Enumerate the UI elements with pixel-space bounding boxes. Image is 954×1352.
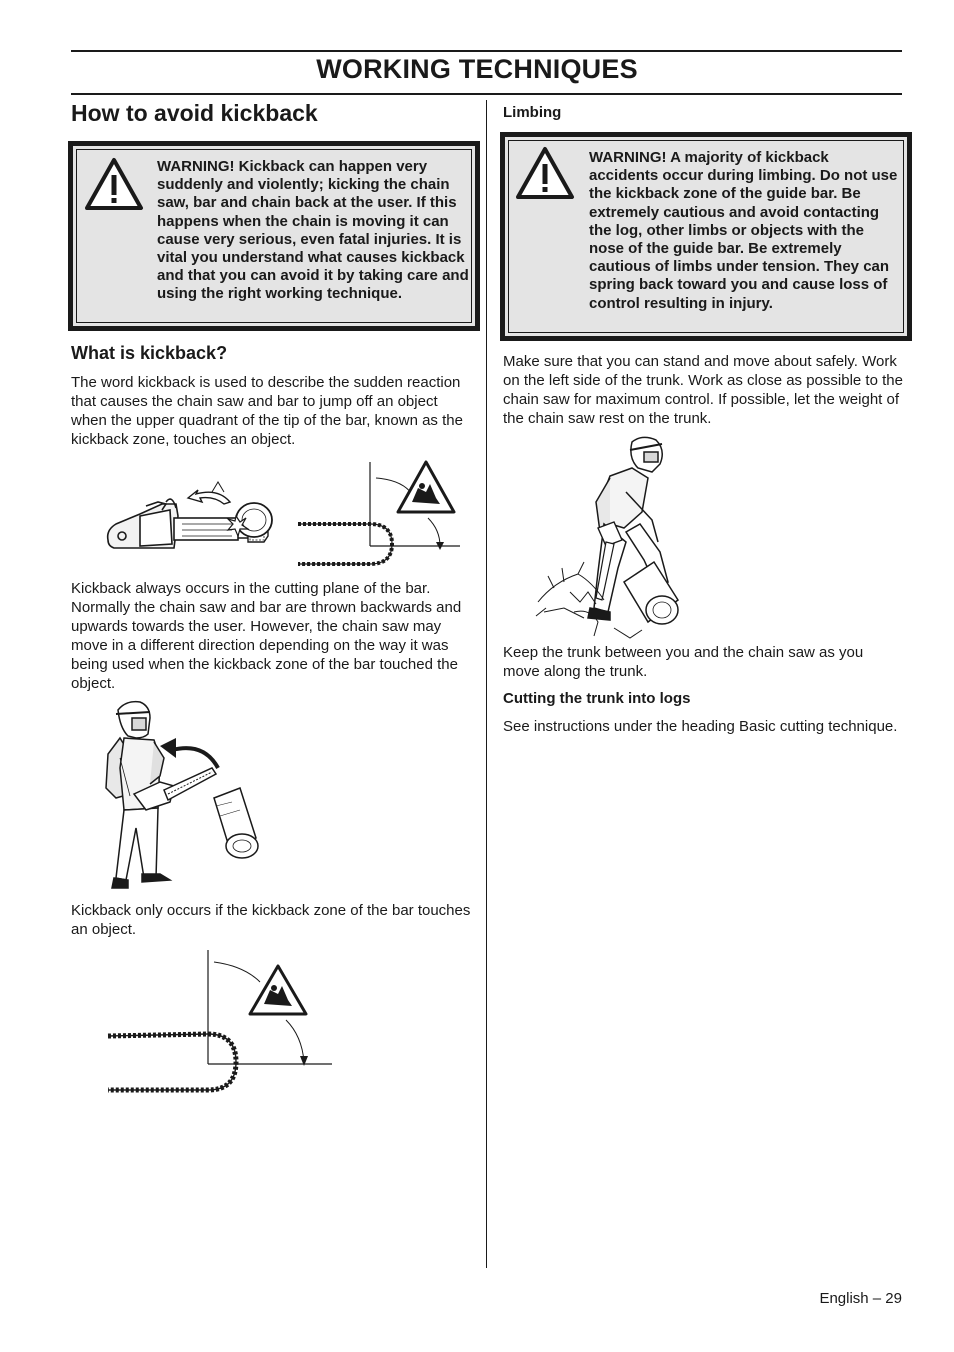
column-divider: [486, 100, 487, 1268]
warning-text-kickback: WARNING! Kickback can happen very suddenly and violently; kicking the chain saw, bar and chain back at the user. If this happens when the chain is moving it can cause very serious, even fatal injuries. It is vital you understand what causes kickback and that you can avoid it by taking care and using the right working technique.: [157, 158, 469, 303]
figure-limbing-operator: [534, 432, 684, 642]
chain-saw-drawing: [108, 499, 250, 548]
warning-box-limbing: [500, 132, 912, 341]
warning-box-kickback: [68, 141, 480, 331]
page-header-title: WORKING TECHNIQUES: [316, 54, 638, 84]
paragraph-kickback-definition: The word kickback is used to describe the sudden reaction that causes the chain saw and bar to jump off an object when the upper quadrant of the tip of the bar, known as the kickback zone, touches an object.: [71, 374, 463, 448]
paragraph-keep-trunk-between: Keep the trunk between you and the chain saw as you move along the trunk.: [503, 644, 864, 680]
subheading-cutting-trunk: Cutting the trunk into logs: [503, 690, 691, 707]
paragraph-kickback-direction: Kickback always occurs in the cutting plane of the bar. Normally the chain saw and bar are thrown backwards and upwards towards the user. However, the chain saw may move in a different direction depending on the way it was being used when the kickback zone of the bar touched the object.: [71, 580, 462, 692]
kickback-arrow-detail: [212, 482, 224, 492]
branches-drawing: [536, 562, 642, 638]
log-end-drawing: [236, 503, 272, 537]
paragraph-see-instructions: See instructions under the heading Basic cutting technique.: [503, 718, 898, 735]
section-title: How to avoid kickback: [71, 100, 318, 126]
kickback-pictogram-icon: [398, 462, 454, 512]
paragraph-kickback-condition: Kickback only occurs if the kickback zone of the bar touches an object.: [71, 902, 471, 938]
subheading-what-is-kickback: What is kickback?: [71, 343, 228, 363]
warning-triangle-icon: [83, 156, 145, 212]
figure-kickback-zone-bar: [100, 946, 340, 1096]
paragraph-limbing-stance: Make sure that you can stand and move about safely. Work on the left side of the trunk. Work as close as possible to the chain saw for maximum control. If possible, let the weight of the chain saw rest on the trunk.: [503, 353, 903, 427]
header-rule-top: [71, 50, 902, 52]
bar-kickback-diagram-large: [108, 950, 332, 1090]
kickback-motion-arrow: [160, 738, 218, 768]
warning-text-limbing: WARNING! A majority of kickback accidents occur during limbing. Do not use the kickback zone of the guide bar. Be extremely cautious and avoid contacting the log, other limbs or objects with the nose of the guide bar. Be extremely cautious of limbs under tension. They can spring back toward you and cause loss of control resulting in injury.: [589, 149, 898, 312]
kickback-pictogram-icon: [250, 966, 306, 1014]
warning-triangle-icon: [514, 145, 576, 201]
trunk-drawing: [624, 562, 678, 624]
figure-operator-kickback: [100, 698, 270, 898]
header-rule-bottom: [71, 93, 902, 95]
figure-kickback-zone-saw: [100, 458, 470, 576]
subheading-limbing: Limbing: [503, 104, 562, 121]
page-footer: English – 29: [819, 1290, 902, 1307]
log-drawing: [214, 788, 258, 858]
